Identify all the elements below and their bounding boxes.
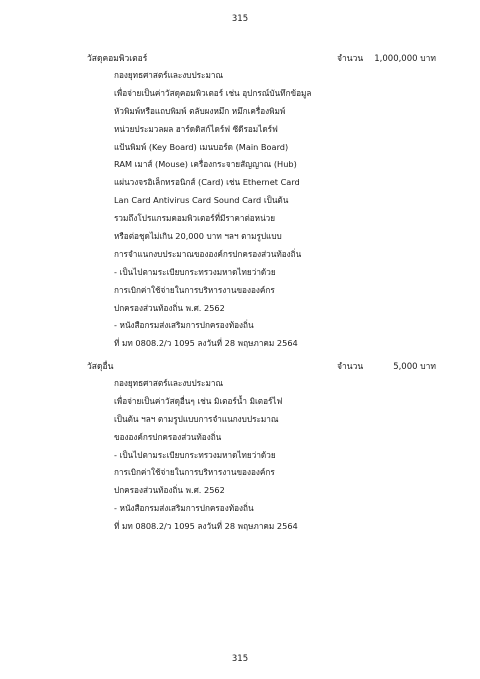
description-line: หัวพิมพ์หรือแถบพิมพ์ ตลับผงหมึก หมึกเครื่องพิมพ์ [114,105,286,116]
description-line: กองยุทธศาสตร์และงบประมาณ [114,378,224,388]
description-line: RAM เมาส์ (Mouse) เครื่องกระจายสัญญาณ (Hub) [114,159,297,170]
description-line: ปกครองส่วนท้องถิ่น พ.ศ. 2562 [114,302,225,313]
budget-item-other-supplies [0,359,480,532]
description-line: การเบิกค่าใช้จ่ายในการบริหารงานขององค์กร [114,284,275,295]
description-line: ที่ มท 0808.2/ว 1095 ลงวันที่ 28 พฤษภาคม 2564 [114,338,298,349]
budget-item-header [0,51,480,68]
description-line: ที่ มท 0808.2/ว 1095 ลงวันที่ 28 พฤษภาคม 2564 [114,521,298,532]
budget-item-title: วัสดุอื่น [87,362,114,372]
description-line: แป้นพิมพ์ (Key Board) เมนบอร์ด (Main Board) [114,141,289,152]
description-line: - เป็นไปตามระเบียบกระทรวงมหาดไทยว่าด้วย [114,266,276,277]
page-number-top: 315 [231,14,249,24]
quantity-label: จำนวน [337,54,364,64]
budget-item-description [114,375,298,536]
description-line: รวมถึงโปรแกรมคอมพิวเตอร์ที่มีราคาต่อหน่วย [114,213,276,224]
budget-item-header [0,359,480,376]
description-line: เป็นต้น ฯลฯ ตามรูปแบบการจำแนกงบประมาณ [114,413,279,424]
description-line: การจำแนกงบประมาณขององค์กรปกครองส่วนท้องถิ่น [114,248,302,259]
description-line: ปกครองส่วนท้องถิ่น พ.ศ. 2562 [114,485,225,496]
budget-amount: 1,000,000 บาท [374,54,436,64]
description-line: - เป็นไปตามระเบียบกระทรวงมหาดไทยว่าด้วย [114,449,276,460]
budget-item-computer-supplies [0,51,480,349]
budget-amount: 5,000 บาท [393,362,436,372]
description-line: ขององค์กรปกครองส่วนท้องถิ่น [114,431,222,442]
description-line: กองยุทธศาสตร์และงบประมาณ [114,70,224,80]
description-line: - หนังสือกรมส่งเสริมการปกครองท้องถิ่น [114,503,254,514]
page-number-bottom: 315 [231,654,249,664]
description-line: - หนังสือกรมส่งเสริมการปกครองท้องถิ่น [114,320,254,331]
description-line: เพื่อจ่ายเป็นค่าวัสดุอื่นๆ เช่น มิเตอร์น้ำ มิเตอร์ไฟ [114,395,283,406]
quantity-label: จำนวน [337,362,364,372]
description-line: Lan Card Antivirus Card Sound Card เป็นต้น [114,195,289,206]
budget-item-title: วัสดุคอมพิวเตอร์ [87,54,148,64]
description-line: เพื่อจ่ายเป็นค่าวัสดุคอมพิวเตอร์ เช่น อุปกรณ์บันทึกข้อมูล [114,87,312,98]
description-line: หรือต่อชุดไม่เกิน 20,000 บาท ฯลฯ ตามรูปแบบ [114,231,282,242]
description-line: การเบิกค่าใช้จ่ายในการบริหารงานขององค์กร [114,467,275,478]
description-line: หน่วยประมวลผล ฮาร์ดดิสก์ไดร์ฟ ซีดีรอมไดร์ฟ [114,123,278,134]
description-line: แผ่นวงจรอิเล็กทรอนิกส์ (Card) เช่น Ethernet Card [114,177,300,188]
budget-item-description [114,67,311,353]
